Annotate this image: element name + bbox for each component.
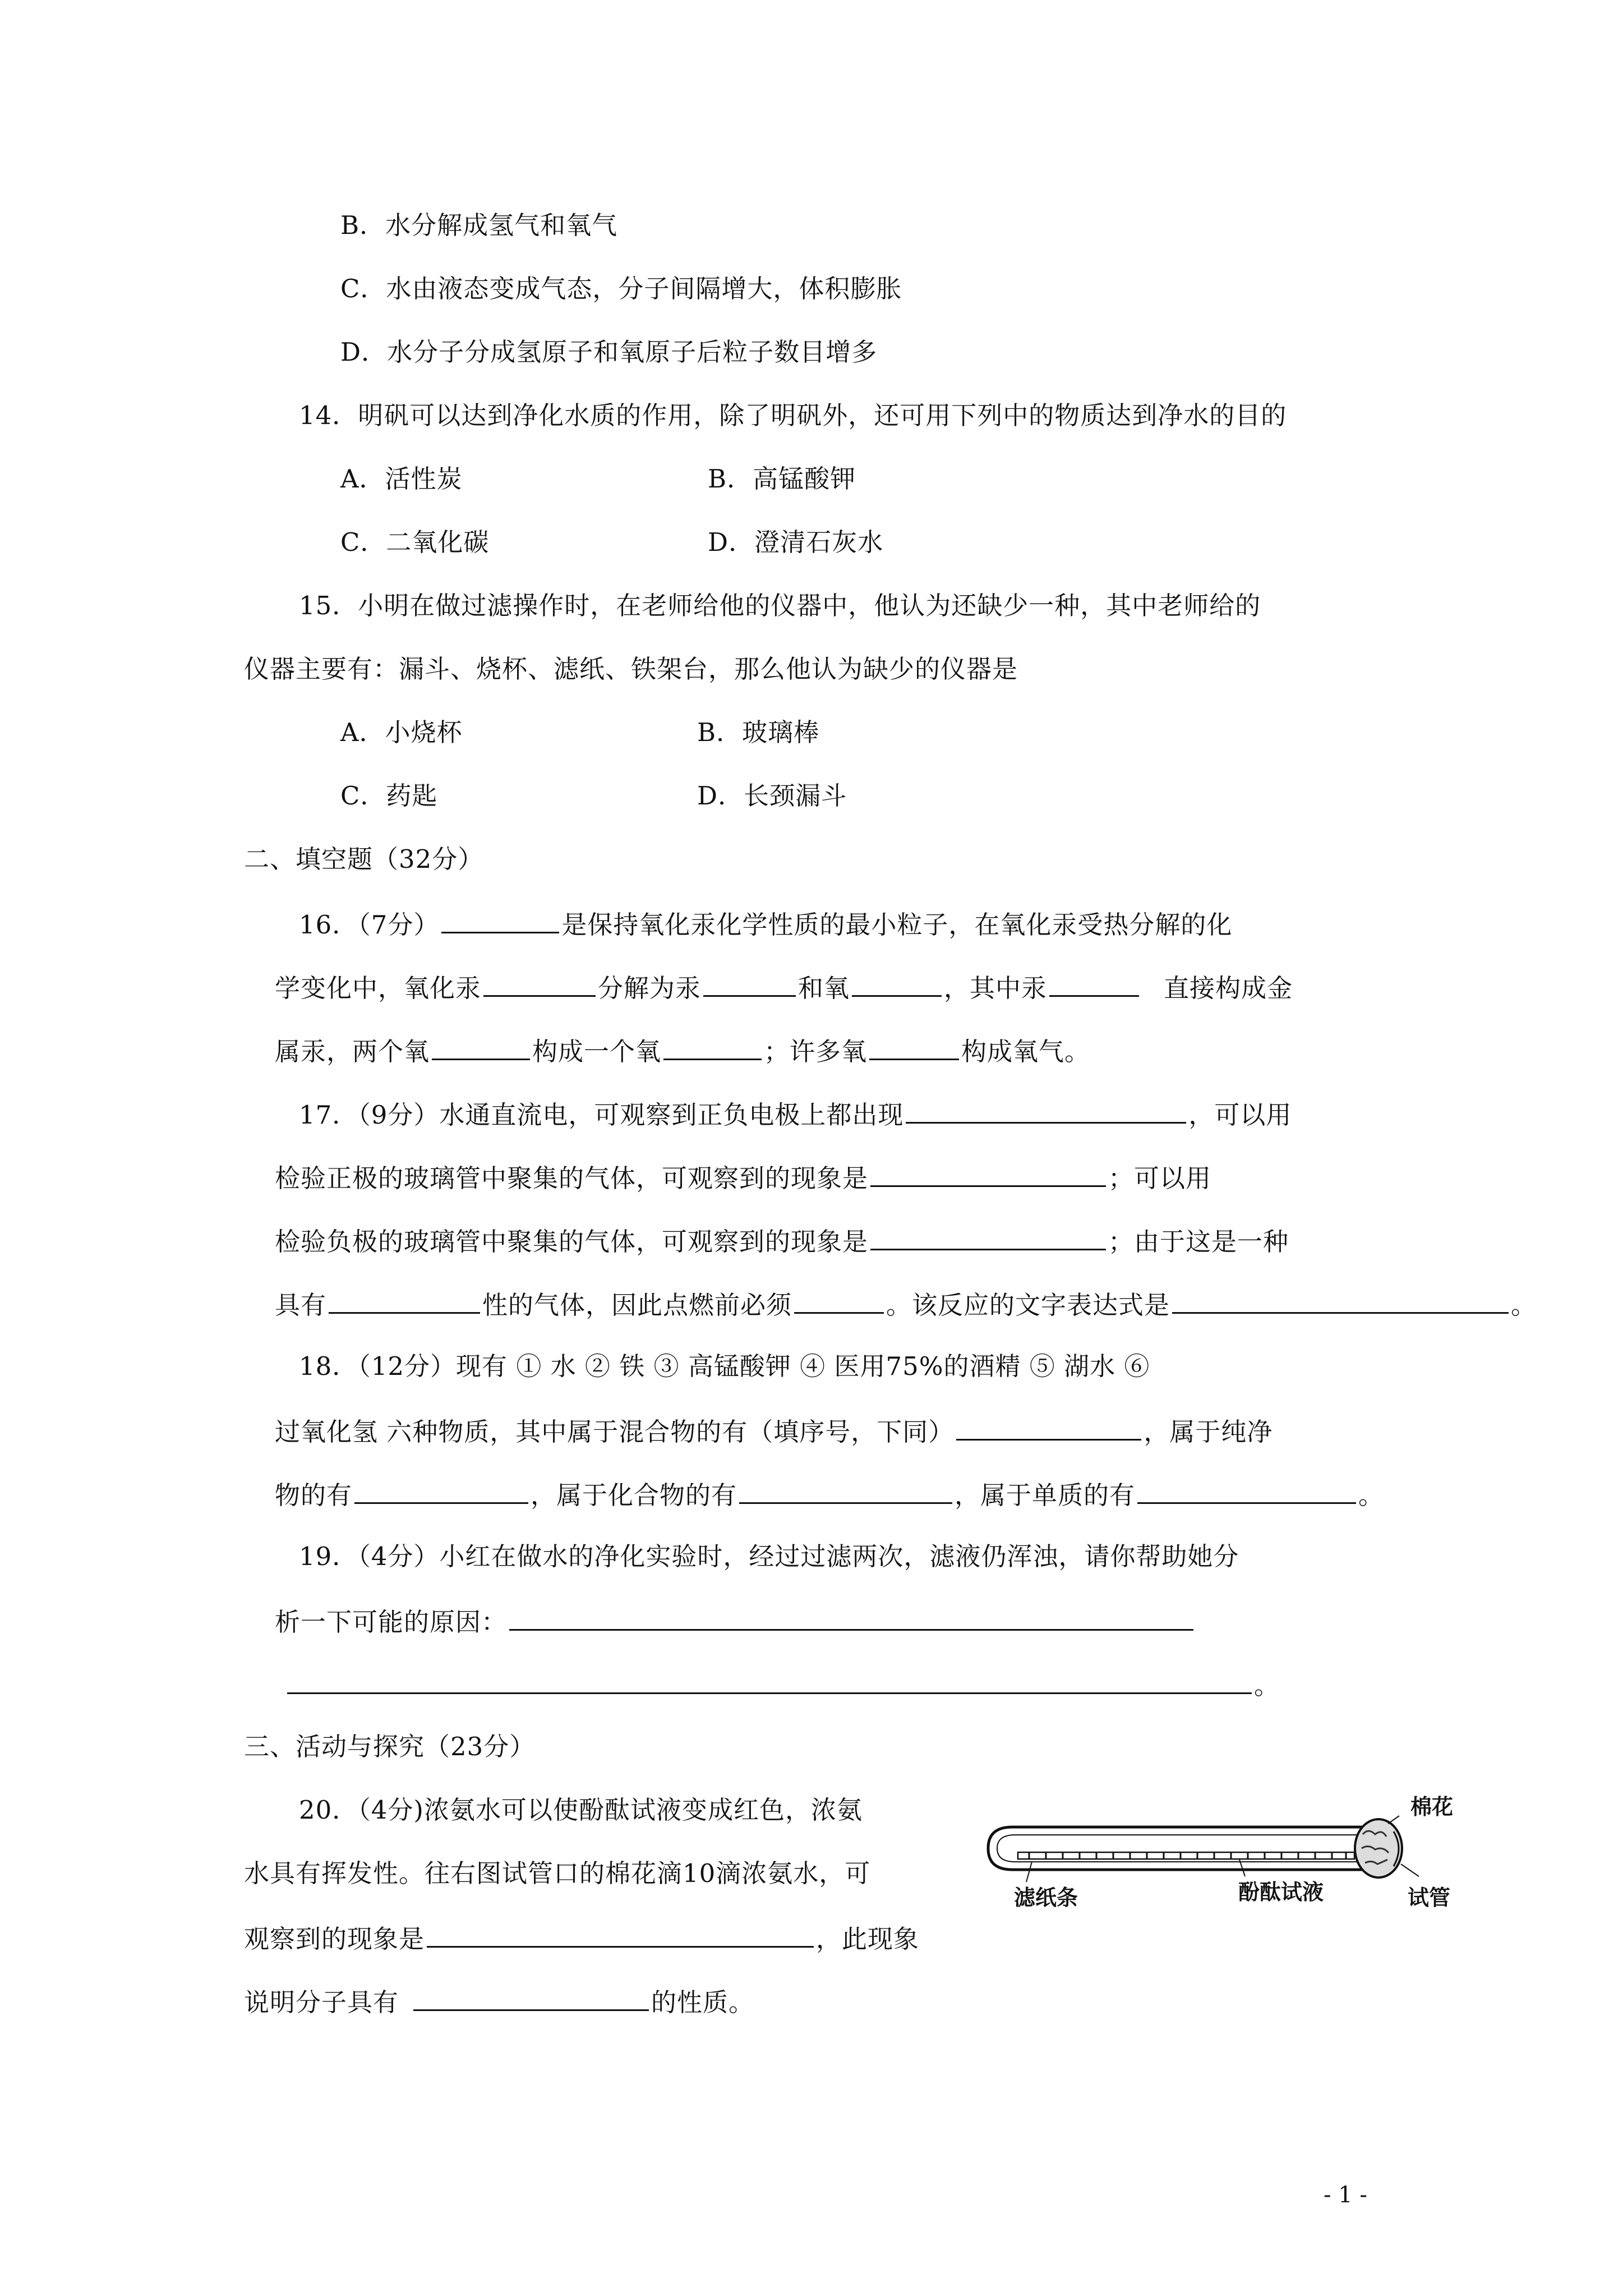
q16-blank-1[interactable]	[441, 906, 559, 933]
q16-line1	[299, 906, 1232, 942]
q14-option-c: C．二氧化碳	[340, 527, 490, 557]
q17-text: 具有	[275, 1290, 327, 1320]
q20-text: 说明分子具有	[244, 1987, 399, 2017]
q20-blank-1[interactable]	[427, 1920, 814, 1948]
section3-title: 三、活动与探究（23分）	[244, 1732, 536, 1761]
q14-option-d: D．澄清石灰水	[708, 527, 884, 557]
q16-text: 分解为汞	[598, 973, 702, 1003]
q19-text: 。	[1254, 1671, 1280, 1700]
q15-option-b: B．玻璃棒	[697, 717, 820, 747]
figure-label-cotton: 棉花	[1410, 1795, 1454, 1819]
q20-text: 的性质。	[651, 1987, 755, 2017]
q18-blank-4[interactable]	[1137, 1476, 1356, 1504]
q16-blank-8[interactable]	[869, 1033, 959, 1060]
q15-stem-line1: 15．小明在做过滤操作时，在老师给他的仪器中，他认为还缺少一种，其中老师给的	[299, 591, 1261, 620]
q17-blank-2[interactable]	[870, 1159, 1106, 1187]
q17-blank-3[interactable]	[870, 1223, 1106, 1250]
q18-text: ，属于化合物的有	[531, 1480, 737, 1510]
q17-text: 性的气体，因此点燃前必须	[482, 1290, 792, 1320]
q17-text: 17．（9分）水通直流电，可观察到正负电极上都出现	[299, 1100, 904, 1130]
figure-label-test-tube: 试管	[1408, 1885, 1451, 1910]
q20-text: ，此现象	[816, 1924, 920, 1954]
test-tube-outline	[988, 1827, 1368, 1870]
q19-line2	[275, 1603, 1196, 1639]
q16-text: ；许多氧	[764, 1037, 868, 1066]
q16-text: 直接构成金	[1164, 973, 1293, 1003]
q15-option-d: D．长颈漏斗	[697, 781, 847, 811]
cotton-plug	[1355, 1819, 1402, 1878]
q19-blank-2[interactable]	[287, 1667, 1252, 1694]
q17-text: ，可以用	[1188, 1100, 1292, 1130]
q16-text: ，其中汞	[944, 973, 1048, 1003]
q17-text: ；可以用	[1108, 1163, 1212, 1193]
q19-line1: 19．（4分）小红在做水的净化实验时，经过过滤两次，滤液仍浑浊，请你帮助她分	[299, 1542, 1239, 1571]
q14-option-b: B．高锰酸钾	[708, 464, 856, 494]
q17-blank-1[interactable]	[906, 1096, 1186, 1124]
q18-text: 。	[1358, 1480, 1385, 1510]
q15-option-c: C．药匙	[340, 781, 438, 811]
q13-option-d: D．水分子分成氢原子和氧原子后粒子数目增多	[340, 337, 878, 367]
page-number: - 1 -	[1324, 2182, 1367, 2208]
q18-text: ，属于纯净	[1144, 1417, 1273, 1447]
q18-line1: 18．（12分）现有 ① 水 ② 铁 ③ 高锰酸钾 ④ 医用75%的酒精 ⑤ 湖水 ⑥	[299, 1351, 1150, 1381]
section2-title: 二、填空题（32分）	[244, 844, 484, 874]
test-tube-leader-line	[1401, 1864, 1419, 1876]
filter-paper-strip	[1018, 1852, 1354, 1859]
q13-option-c: C．水由液态变成气态，分子间隔增大，体积膨胀	[340, 274, 902, 303]
q20-line1: 20．（4分)浓氨水可以使酚酞试液变成红色，浓氨	[299, 1795, 863, 1825]
q20-line4	[244, 1984, 754, 2019]
q16-text: 和氧	[798, 973, 850, 1003]
q16-text: 构成一个氧	[532, 1037, 662, 1066]
q14-option-a: A．活性炭	[340, 464, 463, 494]
figure-label-filter-strip: 滤纸条	[1014, 1885, 1078, 1910]
q19-blank-1[interactable]	[509, 1603, 1193, 1631]
q18-text: ，属于单质的有	[955, 1480, 1136, 1510]
q20-text: 观察到的现象是	[244, 1924, 425, 1954]
q16-blank-3[interactable]	[703, 969, 796, 997]
q18-blank-1[interactable]	[956, 1413, 1141, 1441]
q13-option-b: B．水分解成氢气和氧气	[340, 210, 618, 240]
q17-line4	[275, 1286, 1537, 1322]
q17-line1	[299, 1096, 1292, 1132]
q16-line3	[275, 1033, 1090, 1069]
q16-line2	[275, 969, 1293, 1005]
q16-blank-7[interactable]	[663, 1033, 762, 1060]
q17-blank-6[interactable]	[1172, 1286, 1509, 1314]
q17-text: 。该反应的文字表达式是	[886, 1290, 1170, 1320]
q18-line3	[275, 1476, 1384, 1512]
filter-strip-leader-line	[1026, 1862, 1032, 1882]
q19-text: 析一下可能的原因：	[275, 1607, 508, 1637]
q17-text: 。	[1511, 1290, 1537, 1320]
q16-blank-4[interactable]	[852, 969, 942, 997]
q17-text: ；由于这是一种	[1108, 1227, 1289, 1257]
q15-stem-line2: 仪器主要有：漏斗、烧杯、滤纸、铁架台，那么他认为缺少的仪器是	[244, 654, 1018, 684]
q18-blank-3[interactable]	[739, 1476, 952, 1504]
q16-text: 是保持氧化汞化学性质的最小粒子，在氧化汞受热分解的化	[561, 910, 1233, 940]
q16-text: 构成氧气。	[961, 1037, 1091, 1066]
figure-label-phenolphthalein: 酚酞试液	[1238, 1880, 1324, 1904]
q17-line3	[275, 1223, 1289, 1259]
q20-line3	[244, 1920, 919, 1956]
q16-text: 16．（7分）	[299, 910, 440, 940]
q18-text: 物的有	[275, 1480, 353, 1510]
q20-line2: 水具有挥发性。往右图试管口的棉花滴10滴浓氨水，可	[244, 1858, 871, 1888]
q16-text: 属汞，两个氧	[275, 1037, 430, 1066]
q20-blank-2[interactable]	[413, 1984, 649, 2011]
q14-stem: 14．明矾可以达到净化水质的作用，除了明矾外，还可用下列中的物质达到净水的目的	[299, 401, 1287, 430]
q16-blank-6[interactable]	[432, 1033, 530, 1060]
q18-line2	[275, 1413, 1272, 1449]
q17-blank-4[interactable]	[329, 1286, 480, 1314]
cotton-leader-line	[1388, 1816, 1399, 1824]
q17-text: 检验负极的玻璃管中聚集的气体，可观察到的现象是	[275, 1227, 869, 1257]
q17-line2	[275, 1159, 1211, 1195]
q16-text: 学变化中，氧化汞	[275, 973, 482, 1003]
q16-blank-5[interactable]	[1049, 969, 1139, 997]
q19-line3	[287, 1667, 1280, 1703]
q17-text: 检验正极的玻璃管中聚集的气体，可观察到的现象是	[275, 1163, 869, 1193]
q15-option-a: A．小烧杯	[340, 717, 463, 747]
q18-blank-2[interactable]	[354, 1476, 528, 1504]
q16-blank-2[interactable]	[483, 969, 596, 997]
q17-blank-5[interactable]	[794, 1286, 884, 1314]
q18-text: 过氧化氢 六种物质，其中属于混合物的有（填序号，下同）	[275, 1417, 955, 1447]
